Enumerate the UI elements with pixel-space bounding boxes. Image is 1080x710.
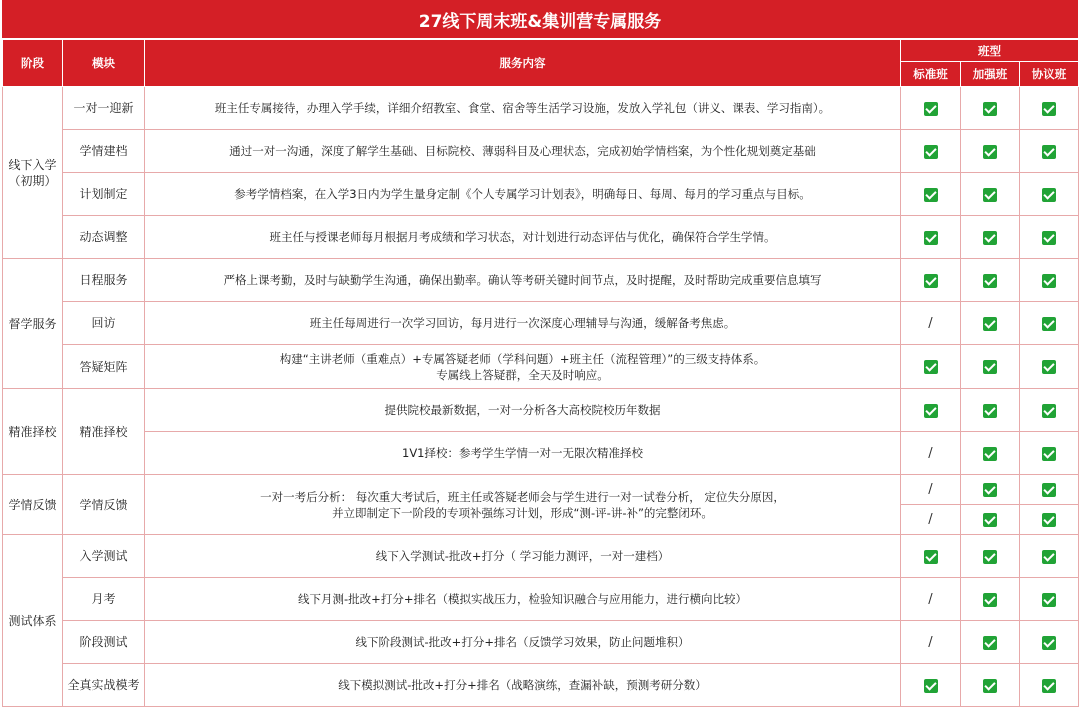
checkmark-icon: [1042, 145, 1056, 159]
class-mark-cell: [961, 259, 1020, 302]
class-mark-cell: [1020, 389, 1079, 432]
table-row: [3, 173, 1079, 216]
module-cell: 计划制定: [63, 173, 145, 216]
stage-cell: 学情反馈: [3, 475, 63, 535]
checkmark-icon: [1042, 483, 1056, 497]
not-included-mark: /: [928, 591, 933, 607]
table-row: [3, 87, 1079, 130]
class-mark-cell: [961, 505, 1020, 535]
service-content-cell: 1V1择校：参考学生学情一对一无限次精准择校: [145, 432, 901, 475]
checkmark-icon: [1042, 360, 1056, 374]
checkmark-icon: [983, 513, 997, 527]
checkmark-icon: [983, 483, 997, 497]
not-included-mark: /: [928, 512, 933, 527]
service-content-cell: 严格上课考勤，及时与缺勤学生沟通，确保出勤率。确认等考研关键时间节点，及时提醒，及时帮助完成重要信息填写: [145, 259, 901, 302]
class-mark-cell: [1020, 345, 1079, 389]
class-mark-cell: [901, 475, 961, 505]
class-mark-cell: [901, 664, 961, 707]
module-cell: 答疑矩阵: [63, 345, 145, 389]
module-cell: 全真实战模考: [63, 664, 145, 707]
class-mark-cell: [901, 173, 961, 216]
service-content-cell: 班主任专属接待，办理入学手续，详细介绍教室、食堂、宿舍等生活学习设施，发放入学礼包（讲义、课表、学习指南）。: [145, 87, 901, 130]
header-class-agreement: 协议班: [1020, 62, 1079, 87]
table-row: [3, 621, 1079, 664]
module-cell: 回访: [63, 302, 145, 345]
class-mark-cell: [1020, 475, 1079, 505]
module-cell: 日程服务: [63, 259, 145, 302]
checkmark-icon: [983, 317, 997, 331]
not-included-mark: /: [928, 482, 933, 497]
checkmark-icon: [924, 188, 938, 202]
table-row: [3, 578, 1079, 621]
class-mark-cell: [1020, 216, 1079, 259]
class-mark-cell: [901, 345, 961, 389]
stage-cell: 线下入学 （初期）: [3, 87, 63, 259]
class-mark-cell: [901, 87, 961, 130]
table-row: [3, 216, 1079, 259]
checkmark-icon: [983, 145, 997, 159]
class-mark-cell: [1020, 173, 1079, 216]
checkmark-icon: [983, 550, 997, 564]
checkmark-icon: [983, 274, 997, 288]
module-cell: 入学测试: [63, 535, 145, 578]
module-cell: 动态调整: [63, 216, 145, 259]
class-mark-cell: [961, 475, 1020, 505]
table-body: [3, 87, 1079, 707]
table-row: [3, 535, 1079, 578]
module-cell: 学情建档: [63, 130, 145, 173]
class-mark-cell: [961, 87, 1020, 130]
table-row: [3, 432, 1079, 475]
table-header: [3, 40, 1079, 87]
table-row: [3, 664, 1079, 707]
class-mark-cell: [961, 173, 1020, 216]
checkmark-icon: [1042, 404, 1056, 418]
checkmark-icon: [924, 231, 938, 245]
class-mark-cell: [901, 505, 961, 535]
class-mark-cell: [961, 535, 1020, 578]
checkmark-icon: [1042, 550, 1056, 564]
class-mark-cell: [901, 216, 961, 259]
checkmark-icon: [1042, 447, 1056, 461]
table-row: [3, 130, 1079, 173]
not-included-mark: /: [928, 634, 933, 650]
table-row: [3, 389, 1079, 432]
class-mark-cell: [901, 535, 961, 578]
service-content-cell: 线下模拟测试-批改+打分+排名（战略演练，查漏补缺，预测考研分数）: [145, 664, 901, 707]
checkmark-icon: [1042, 679, 1056, 693]
header-stage: 阶段: [3, 40, 63, 87]
checkmark-icon: [983, 679, 997, 693]
checkmark-icon: [924, 550, 938, 564]
service-content-cell: 线下月测-批改+打分+排名（模拟实战压力，检验知识融合与应用能力，进行横向比较）: [145, 578, 901, 621]
class-mark-cell: [961, 664, 1020, 707]
checkmark-icon: [1042, 188, 1056, 202]
service-content-cell: 班主任与授课老师每月根据月考成绩和学习状态，对计划进行动态评估与优化，确保符合学生学情。: [145, 216, 901, 259]
service-content-cell: 线下入学测试-批改+打分（ 学习能力测评，一对一建档）: [145, 535, 901, 578]
class-mark-cell: [1020, 130, 1079, 173]
class-mark-cell: [961, 389, 1020, 432]
class-mark-cell: [901, 389, 961, 432]
class-mark-cell: [961, 432, 1020, 475]
class-mark-cell: [1020, 432, 1079, 475]
class-mark-cell: [901, 259, 961, 302]
checkmark-icon: [1042, 231, 1056, 245]
checkmark-icon: [924, 145, 938, 159]
service-content-cell: 参考学情档案，在入学3日内为学生量身定制《个人专属学习计划表》，明确每日、每周、每月的学习重点与目标。: [145, 173, 901, 216]
checkmark-icon: [983, 231, 997, 245]
service-content-cell: 通过一对一沟通，深度了解学生基础、目标院校、薄弱科目及心理状态，完成初始学情档案，为个性化规划奠定基础: [145, 130, 901, 173]
class-mark-cell: [1020, 578, 1079, 621]
class-mark-cell: [901, 432, 961, 475]
header-class-standard: 标准班: [901, 62, 961, 87]
class-mark-cell: [901, 130, 961, 173]
service-table: [2, 39, 1079, 707]
module-cell: 一对一迎新: [63, 87, 145, 130]
module-cell: 月考: [63, 578, 145, 621]
class-mark-cell: [901, 302, 961, 345]
checkmark-icon: [1042, 317, 1056, 331]
table-row: [3, 259, 1079, 302]
class-mark-cell: [961, 130, 1020, 173]
header-content: 服务内容: [145, 40, 901, 87]
service-content-cell: 一对一考后分析： 每次重大考试后，班主任或答疑老师会与学生进行一对一试卷分析， 定位失分原因， 并立即制定下一阶段的专项补强练习计划，形成“测-评-讲-补”的完整闭环。: [145, 475, 901, 535]
service-content-cell: 线下阶段测试-批改+打分+排名（反馈学习效果，防止问题堆积）: [145, 621, 901, 664]
checkmark-icon: [1042, 513, 1056, 527]
checkmark-icon: [1042, 593, 1056, 607]
class-mark-cell: [961, 345, 1020, 389]
class-mark-cell: [1020, 259, 1079, 302]
class-mark-cell: [1020, 664, 1079, 707]
class-mark-cell: [961, 302, 1020, 345]
checkmark-icon: [924, 404, 938, 418]
module-cell: 精准择校: [63, 389, 145, 475]
table-row: [3, 345, 1079, 389]
service-content-cell: 提供院校最新数据，一对一分析各大高校院校历年数据: [145, 389, 901, 432]
stage-cell: 测试体系: [3, 535, 63, 707]
checkmark-icon: [1042, 274, 1056, 288]
not-included-mark: /: [928, 445, 933, 461]
checkmark-icon: [1042, 636, 1056, 650]
checkmark-icon: [983, 188, 997, 202]
module-cell: 学情反馈: [63, 475, 145, 535]
class-mark-cell: [961, 578, 1020, 621]
class-mark-cell: [1020, 535, 1079, 578]
class-mark-cell: [1020, 302, 1079, 345]
header-module: 模块: [63, 40, 145, 87]
service-content-cell: 班主任每周进行一次学习回访，每月进行一次深度心理辅导与沟通，缓解备考焦虑。: [145, 302, 901, 345]
table-row: [3, 302, 1079, 345]
service-content-cell: 构建“主讲老师（重难点）+专属答疑老师（学科问题）+班主任（流程管理）”的三级支持体系。 专属线上答疑群，全天及时响应。: [145, 345, 901, 389]
class-mark-cell: [961, 216, 1020, 259]
class-mark-cell: [1020, 505, 1079, 535]
checkmark-icon: [983, 636, 997, 650]
checkmark-icon: [924, 679, 938, 693]
table-row: [3, 475, 1079, 505]
checkmark-icon: [1042, 102, 1056, 116]
not-included-mark: /: [928, 315, 933, 331]
checkmark-icon: [924, 360, 938, 374]
class-mark-cell: [1020, 621, 1079, 664]
class-mark-cell: [901, 621, 961, 664]
checkmark-icon: [924, 274, 938, 288]
checkmark-icon: [983, 593, 997, 607]
class-mark-cell: [1020, 87, 1079, 130]
module-cell: 阶段测试: [63, 621, 145, 664]
header-class-type: 班型: [901, 40, 1079, 62]
stage-cell: 督学服务: [3, 259, 63, 389]
checkmark-icon: [983, 404, 997, 418]
table-title: 27线下周末班&集训营专属服务: [2, 0, 1078, 39]
header-class-enhanced: 加强班: [961, 62, 1020, 87]
checkmark-icon: [924, 102, 938, 116]
checkmark-icon: [983, 102, 997, 116]
checkmark-icon: [983, 447, 997, 461]
class-mark-cell: [901, 578, 961, 621]
class-mark-cell: [961, 621, 1020, 664]
stage-cell: 精准择校: [3, 389, 63, 475]
checkmark-icon: [983, 360, 997, 374]
